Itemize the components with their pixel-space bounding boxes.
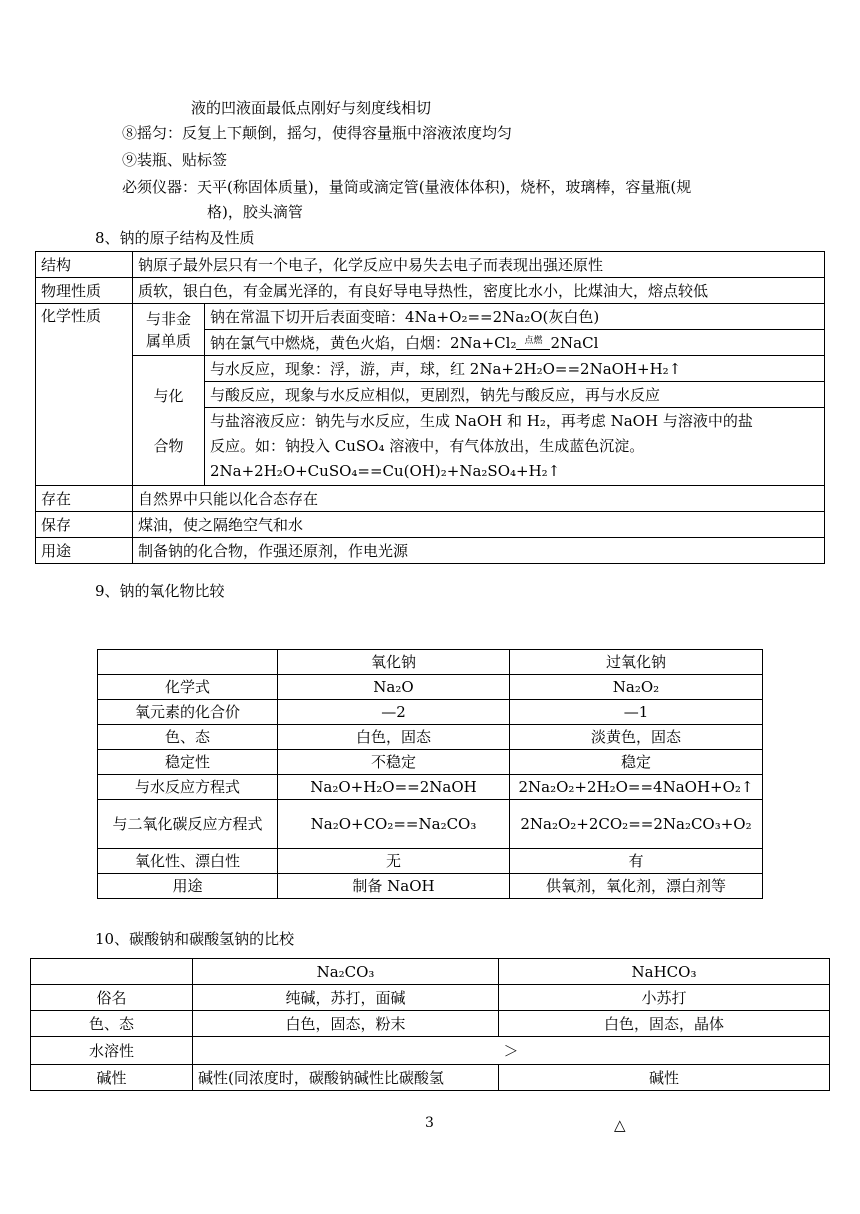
table-row <box>36 512 825 538</box>
section10-heading: 10、碳酸钠和碳酸氢钠的比校 <box>95 930 295 948</box>
compound-row-2: 与酸反应，现象与水反应相似，更剧烈，钠先与酸反应，再与水反应 <box>205 382 825 408</box>
sodium-properties-table <box>35 251 825 564</box>
reaction-condition <box>516 335 550 354</box>
cell: —2 <box>278 700 510 725</box>
cell: —1 <box>510 700 763 725</box>
physical-text: 质软，银白色，有金属光泽的，有良好导电导热性，密度比水小，比煤油大，熔点较低 <box>133 278 825 304</box>
cell: 有 <box>510 849 763 874</box>
row-label: 化学式 <box>98 675 278 700</box>
structure-label: 结构 <box>36 252 133 278</box>
chemical-label: 化学性质 <box>36 304 133 486</box>
nonmetal-row-2-right: 2NaCl <box>550 333 599 352</box>
cell: 2Na₂O₂+2CO₂==2Na₂CO₃+O₂ <box>510 800 763 849</box>
section8-heading: 8、钠的原子结构及性质 <box>95 229 255 247</box>
table-row <box>31 1037 830 1065</box>
compound-row-3-line-1: 与盐溶液反应：钠先与水反应，生成 NaOH 和 H₂，再考虑 NaOH 与溶液中的盐 <box>210 412 753 430</box>
nonmetal-row-2-left: 钠在氯气中燃烧，黄色火焰，白烟：2Na+Cl₂ <box>210 333 517 352</box>
compound-label <box>133 356 205 486</box>
physical-label: 物理性质 <box>36 278 133 304</box>
table-row <box>98 775 763 800</box>
intro-line-1: 液的凹液面最低点刚好与刻度线相切 <box>191 99 432 117</box>
solubility-value: ＞ <box>193 1037 830 1065</box>
table-row <box>31 985 830 1011</box>
table-row <box>31 1011 830 1037</box>
intro-line-5: 格)，胶头滴管 <box>207 203 303 221</box>
cell: 稳定 <box>510 750 763 775</box>
triangle-mark: △ <box>614 1116 626 1134</box>
compound-row-1: 与水反应，现象：浮，游，声，球，红 2Na+2H₂O==2NaOH+H₂↑ <box>205 356 825 382</box>
carbonate-table <box>30 958 830 1091</box>
header-cell <box>98 650 278 675</box>
cell: Na₂O+CO₂==Na₂CO₃ <box>278 800 510 849</box>
table-row <box>36 252 825 278</box>
sodium-oxide-table <box>97 649 763 899</box>
cell: 2Na₂O₂+2H₂O==4NaOH+O₂↑ <box>510 775 763 800</box>
cell: 纯碱，苏打，面碱 <box>193 985 499 1011</box>
alkaline-label: 碱性 <box>31 1065 193 1091</box>
nonmetal-row-2 <box>205 330 825 356</box>
page-number: 3 <box>425 1115 434 1131</box>
compound-row-3 <box>205 408 825 486</box>
solubility-label: 水溶性 <box>31 1037 193 1065</box>
use-text: 制备钠的化合物，作强还原剂，作电光源 <box>133 538 825 564</box>
intro-line-4: 必须仪器：天平(称固体质量)，量筒或滴定管(量液体体积)，烧杯，玻璃棒，容量瓶(规 <box>122 178 692 196</box>
cell: Na₂O+H₂O==2NaOH <box>278 775 510 800</box>
table-row <box>98 750 763 775</box>
intro-line-3: ⑨装瓶、贴标签 <box>122 151 228 169</box>
condition-arrow <box>516 349 550 350</box>
table-row <box>98 700 763 725</box>
cell: Na₂O₂ <box>510 675 763 700</box>
table-row <box>31 1065 830 1091</box>
row-label: 氧化性、漂白性 <box>98 849 278 874</box>
header-cell: 氧化钠 <box>278 650 510 675</box>
table-row <box>98 675 763 700</box>
structure-text: 钠原子最外层只有一个电子，化学反应中易失去电子而表现出强还原性 <box>133 252 825 278</box>
row-label: 氧元素的化合价 <box>98 700 278 725</box>
table-row <box>98 849 763 874</box>
table-row <box>36 304 825 330</box>
cell: 无 <box>278 849 510 874</box>
header-cell <box>31 959 193 985</box>
cell: 供氧剂，氧化剂，漂白剂等 <box>510 874 763 899</box>
row-label: 用途 <box>98 874 278 899</box>
table-header-row <box>31 959 830 985</box>
header-cell: 过氧化钠 <box>510 650 763 675</box>
compound-label-line-2: 合物 <box>153 436 184 455</box>
condition-text: 点燃 <box>524 335 543 346</box>
cell: 白色，固态，晶体 <box>499 1011 830 1037</box>
header-cell: Na₂CO₃ <box>193 959 499 985</box>
cell: 淡黄色，固态 <box>510 725 763 750</box>
cell: 制备 NaOH <box>278 874 510 899</box>
row-label: 色、态 <box>31 1011 193 1037</box>
store-text: 煤油，使之隔绝空气和水 <box>133 512 825 538</box>
table-row <box>98 800 763 849</box>
cell: Na₂O <box>278 675 510 700</box>
exist-text: 自然界中只能以化合态存在 <box>133 486 825 512</box>
nonmetal-label-line-1: 与非金 <box>145 309 191 328</box>
compound-label-line-1: 与化 <box>153 386 184 405</box>
row-label: 与水反应方程式 <box>98 775 278 800</box>
table-row <box>36 486 825 512</box>
cell: 白色，固态 <box>278 725 510 750</box>
table-row <box>98 874 763 899</box>
cell: 小苏打 <box>499 985 830 1011</box>
nonmetal-label <box>133 304 205 356</box>
row-label: 稳定性 <box>98 750 278 775</box>
intro-line-2: ⑧摇匀：反复上下颠倒，摇匀，使得容量瓶中溶液浓度均匀 <box>122 124 513 142</box>
alkaline-left: 碱性(同浓度时，碳酸钠碱性比碳酸氢 <box>193 1065 499 1091</box>
exist-label: 存在 <box>36 486 133 512</box>
table-row <box>36 538 825 564</box>
compound-row-3-line-3: 2Na+2H₂O+CuSO₄==Cu(OH)₂+Na₂SO₄+H₂↑ <box>210 462 561 480</box>
row-label: 色、态 <box>98 725 278 750</box>
alkaline-right: 碱性 <box>499 1065 830 1091</box>
nonmetal-label-line-2: 属单质 <box>145 331 191 350</box>
table-row <box>36 356 825 382</box>
compound-row-3-line-2: 反应。如：钠投入 CuSO₄ 溶液中，有气体放出，生成蓝色沉淀。 <box>210 437 645 455</box>
cell: 白色，固态，粉末 <box>193 1011 499 1037</box>
table-header-row <box>98 650 763 675</box>
cell: 不稳定 <box>278 750 510 775</box>
section9-heading: 9、钠的氧化物比较 <box>95 582 225 600</box>
store-label: 保存 <box>36 512 133 538</box>
nonmetal-row-1: 钠在常温下切开后表面变暗：4Na+O₂==2Na₂O(灰白色) <box>205 304 825 330</box>
header-cell: NaHCO₃ <box>499 959 830 985</box>
use-label: 用途 <box>36 538 133 564</box>
table-row <box>36 278 825 304</box>
row-label: 俗名 <box>31 985 193 1011</box>
table-row <box>98 725 763 750</box>
row-label: 与二氧化碳反应方程式 <box>98 800 278 849</box>
